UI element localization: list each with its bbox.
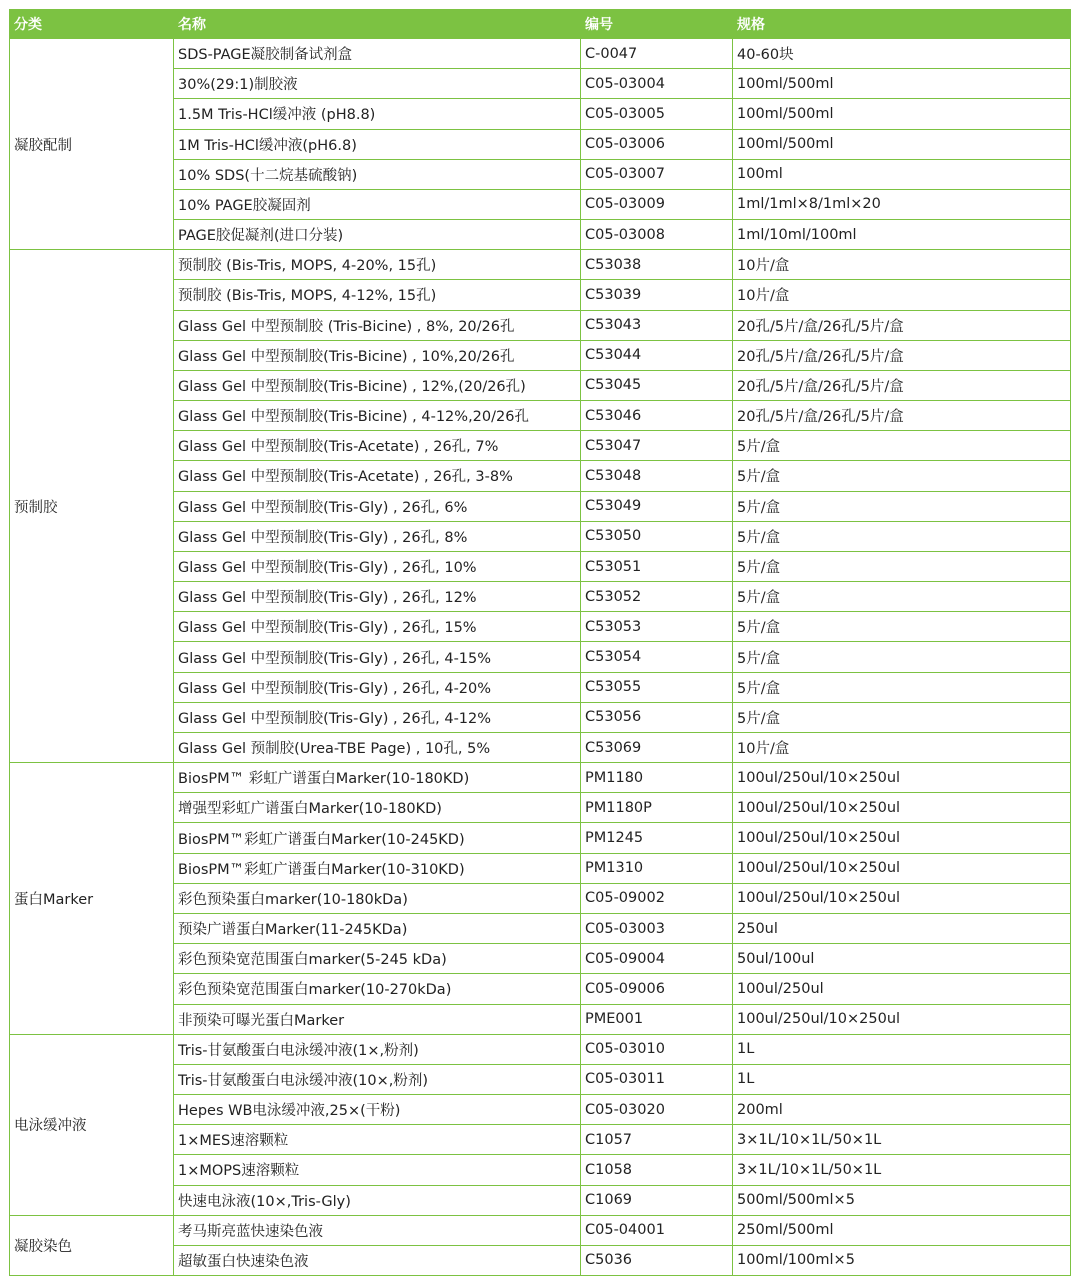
- product-spec-cell: 10片/盒: [733, 732, 1071, 762]
- product-code-cell: C05-03004: [581, 69, 733, 99]
- product-spec-cell: 40-60块: [733, 39, 1071, 69]
- product-code-cell: C53048: [581, 461, 733, 491]
- header-category: 分类: [10, 10, 174, 39]
- product-spec-cell: 20孔/5片/盒/26孔/5片/盒: [733, 310, 1071, 340]
- product-name-cell: Glass Gel 中型预制胶(Tris-Gly) , 26孔, 4-20%: [174, 672, 581, 702]
- product-code-cell: PME001: [581, 1004, 733, 1034]
- product-spec-cell: 100ml/500ml: [733, 69, 1071, 99]
- product-code-cell: C1069: [581, 1185, 733, 1215]
- product-name-cell: 预制胶 (Bis-Tris, MOPS, 4-20%, 15孔): [174, 250, 581, 280]
- product-code-cell: C05-09002: [581, 883, 733, 913]
- product-code-cell: C05-03011: [581, 1064, 733, 1094]
- product-name-cell: Glass Gel 中型预制胶(Tris-Gly) , 26孔, 15%: [174, 612, 581, 642]
- product-code-cell: C53038: [581, 250, 733, 280]
- product-spec-cell: 100ul/250ul/10×250ul: [733, 1004, 1071, 1034]
- product-spec-cell: 100ml: [733, 159, 1071, 189]
- product-code-cell: C05-09006: [581, 974, 733, 1004]
- product-code-cell: C53043: [581, 310, 733, 340]
- product-name-cell: 预制胶 (Bis-Tris, MOPS, 4-12%, 15孔): [174, 280, 581, 310]
- product-spec-cell: 3×1L/10×1L/50×1L: [733, 1125, 1071, 1155]
- product-spec-cell: 250ul: [733, 913, 1071, 943]
- category-cell: 蛋白Marker: [10, 763, 174, 1035]
- header-name: 名称: [174, 10, 581, 39]
- product-name-cell: Tris-甘氨酸蛋白电泳缓冲液(1×,粉剂): [174, 1034, 581, 1064]
- product-name-cell: 10% SDS(十二烷基硫酸钠): [174, 159, 581, 189]
- product-name-cell: 彩色预染蛋白marker(10-180kDa): [174, 883, 581, 913]
- product-name-cell: Glass Gel 中型预制胶(Tris-Bicine) , 4-12%,20/26孔: [174, 401, 581, 431]
- product-code-cell: PM1180: [581, 763, 733, 793]
- product-spec-cell: 100ml/100ml×5: [733, 1245, 1071, 1275]
- product-spec-cell: 20孔/5片/盒/26孔/5片/盒: [733, 340, 1071, 370]
- product-spec-cell: 20孔/5片/盒/26孔/5片/盒: [733, 401, 1071, 431]
- product-name-cell: 彩色预染宽范围蛋白marker(10-270kDa): [174, 974, 581, 1004]
- product-spec-cell: 100ul/250ul: [733, 974, 1071, 1004]
- product-code-cell: C53053: [581, 612, 733, 642]
- product-code-cell: C05-03020: [581, 1095, 733, 1125]
- product-spec-cell: 5片/盒: [733, 702, 1071, 732]
- product-table: [9, 9, 1071, 1276]
- product-spec-cell: 50ul/100ul: [733, 944, 1071, 974]
- product-code-cell: C05-03006: [581, 129, 733, 159]
- product-spec-cell: 10片/盒: [733, 280, 1071, 310]
- product-code-cell: C53069: [581, 732, 733, 762]
- product-code-cell: PM1180P: [581, 793, 733, 823]
- product-code-cell: C1058: [581, 1155, 733, 1185]
- product-name-cell: Glass Gel 中型预制胶(Tris-Gly) , 26孔, 10%: [174, 551, 581, 581]
- product-code-cell: C53046: [581, 401, 733, 431]
- product-spec-cell: 1ml/1ml×8/1ml×20: [733, 189, 1071, 219]
- product-spec-cell: 100ml/500ml: [733, 129, 1071, 159]
- product-name-cell: Glass Gel 预制胶(Urea-TBE Page) , 10孔, 5%: [174, 732, 581, 762]
- product-spec-cell: 20孔/5片/盒/26孔/5片/盒: [733, 370, 1071, 400]
- product-code-cell: C5036: [581, 1245, 733, 1275]
- product-code-cell: C05-03008: [581, 220, 733, 250]
- product-spec-cell: 100ul/250ul/10×250ul: [733, 793, 1071, 823]
- product-name-cell: Glass Gel 中型预制胶 (Tris-Bicine) , 8%, 20/26孔: [174, 310, 581, 340]
- product-name-cell: PAGE胶促凝剂(进口分装): [174, 220, 581, 250]
- product-name-cell: 超敏蛋白快速染色液: [174, 1245, 581, 1275]
- table-row: [10, 1215, 1071, 1245]
- category-cell: 预制胶: [10, 250, 174, 763]
- product-code-cell: C05-03010: [581, 1034, 733, 1064]
- product-name-cell: 1×MES速溶颗粒: [174, 1125, 581, 1155]
- table-header-row: [10, 10, 1071, 39]
- product-code-cell: C53050: [581, 521, 733, 551]
- product-name-cell: Glass Gel 中型预制胶(Tris-Acetate) , 26孔, 7%: [174, 431, 581, 461]
- table-body: [10, 39, 1071, 1276]
- category-cell: 凝胶配制: [10, 39, 174, 250]
- product-name-cell: Glass Gel 中型预制胶(Tris-Bicine) , 10%,20/26孔: [174, 340, 581, 370]
- product-name-cell: 快速电泳液(10×,Tris-Gly): [174, 1185, 581, 1215]
- product-spec-cell: 10片/盒: [733, 250, 1071, 280]
- product-spec-cell: 5片/盒: [733, 521, 1071, 551]
- product-code-cell: C53054: [581, 642, 733, 672]
- product-name-cell: Glass Gel 中型预制胶(Tris-Gly) , 26孔, 4-15%: [174, 642, 581, 672]
- product-code-cell: C1057: [581, 1125, 733, 1155]
- product-code-cell: C53056: [581, 702, 733, 732]
- product-spec-cell: 200ml: [733, 1095, 1071, 1125]
- product-name-cell: 1M Tris-HCl缓冲液(pH6.8): [174, 129, 581, 159]
- product-spec-cell: 5片/盒: [733, 551, 1071, 581]
- product-spec-cell: 1L: [733, 1034, 1071, 1064]
- product-spec-cell: 5片/盒: [733, 612, 1071, 642]
- product-spec-cell: 100ul/250ul/10×250ul: [733, 763, 1071, 793]
- table-row: [10, 39, 1071, 69]
- product-code-cell: C53044: [581, 340, 733, 370]
- product-code-cell: C53055: [581, 672, 733, 702]
- product-name-cell: Glass Gel 中型预制胶(Tris-Bicine) , 12%,(20/26孔): [174, 370, 581, 400]
- table-row: [10, 1034, 1071, 1064]
- product-code-cell: C53051: [581, 551, 733, 581]
- product-code-cell: C05-03007: [581, 159, 733, 189]
- product-name-cell: 增强型彩虹广谱蛋白Marker(10-180KD): [174, 793, 581, 823]
- product-spec-cell: 5片/盒: [733, 491, 1071, 521]
- product-code-cell: C53049: [581, 491, 733, 521]
- product-spec-cell: 5片/盒: [733, 461, 1071, 491]
- product-name-cell: Glass Gel 中型预制胶(Tris-Acetate) , 26孔, 3-8%: [174, 461, 581, 491]
- product-name-cell: 考马斯亮蓝快速染色液: [174, 1215, 581, 1245]
- product-code-cell: C53047: [581, 431, 733, 461]
- product-name-cell: Hepes WB电泳缓冲液,25×(干粉): [174, 1095, 581, 1125]
- product-code-cell: C-0047: [581, 39, 733, 69]
- product-code-cell: C53052: [581, 582, 733, 612]
- product-spec-cell: 1L: [733, 1064, 1071, 1094]
- product-code-cell: C05-04001: [581, 1215, 733, 1245]
- product-spec-cell: 1ml/10ml/100ml: [733, 220, 1071, 250]
- product-spec-cell: 100ul/250ul/10×250ul: [733, 883, 1071, 913]
- product-name-cell: 1×MOPS速溶颗粒: [174, 1155, 581, 1185]
- table-row: [10, 250, 1071, 280]
- product-code-cell: C05-03005: [581, 99, 733, 129]
- product-name-cell: Tris-甘氨酸蛋白电泳缓冲液(10×,粉剂): [174, 1064, 581, 1094]
- product-spec-cell: 100ul/250ul/10×250ul: [733, 853, 1071, 883]
- header-spec: 规格: [733, 10, 1071, 39]
- product-spec-cell: 5片/盒: [733, 672, 1071, 702]
- product-name-cell: Glass Gel 中型预制胶(Tris-Gly) , 26孔, 6%: [174, 491, 581, 521]
- product-code-cell: PM1310: [581, 853, 733, 883]
- product-name-cell: 30%(29:1)制胶液: [174, 69, 581, 99]
- product-code-cell: C05-03003: [581, 913, 733, 943]
- product-spec-cell: 5片/盒: [733, 431, 1071, 461]
- product-spec-cell: 5片/盒: [733, 642, 1071, 672]
- product-name-cell: BiosPM™彩虹广谱蛋白Marker(10-310KD): [174, 853, 581, 883]
- category-cell: 凝胶染色: [10, 1215, 174, 1275]
- product-name-cell: 10% PAGE胶凝固剂: [174, 189, 581, 219]
- product-spec-cell: 100ml/500ml: [733, 99, 1071, 129]
- product-name-cell: 非预染可曝光蛋白Marker: [174, 1004, 581, 1034]
- product-name-cell: BiosPM™ 彩虹广谱蛋白Marker(10-180KD): [174, 763, 581, 793]
- product-code-cell: C53039: [581, 280, 733, 310]
- product-code-cell: C53045: [581, 370, 733, 400]
- product-spec-cell: 250ml/500ml: [733, 1215, 1071, 1245]
- product-name-cell: Glass Gel 中型预制胶(Tris-Gly) , 26孔, 4-12%: [174, 702, 581, 732]
- header-code: 编号: [581, 10, 733, 39]
- table-row: [10, 763, 1071, 793]
- product-name-cell: 1.5M Tris-HCl缓冲液 (pH8.8): [174, 99, 581, 129]
- product-spec-cell: 500ml/500ml×5: [733, 1185, 1071, 1215]
- product-name-cell: 预染广谱蛋白Marker(11-245KDa): [174, 913, 581, 943]
- product-name-cell: Glass Gel 中型预制胶(Tris-Gly) , 26孔, 8%: [174, 521, 581, 551]
- product-table-container: [9, 9, 1070, 1276]
- product-spec-cell: 100ul/250ul/10×250ul: [733, 823, 1071, 853]
- category-cell: 电泳缓冲液: [10, 1034, 174, 1215]
- product-code-cell: PM1245: [581, 823, 733, 853]
- product-spec-cell: 5片/盒: [733, 582, 1071, 612]
- product-spec-cell: 3×1L/10×1L/50×1L: [733, 1155, 1071, 1185]
- product-code-cell: C05-03009: [581, 189, 733, 219]
- product-name-cell: SDS-PAGE凝胶制备试剂盒: [174, 39, 581, 69]
- product-name-cell: 彩色预染宽范围蛋白marker(5-245 kDa): [174, 944, 581, 974]
- product-name-cell: BiosPM™彩虹广谱蛋白Marker(10-245KD): [174, 823, 581, 853]
- product-code-cell: C05-09004: [581, 944, 733, 974]
- product-name-cell: Glass Gel 中型预制胶(Tris-Gly) , 26孔, 12%: [174, 582, 581, 612]
